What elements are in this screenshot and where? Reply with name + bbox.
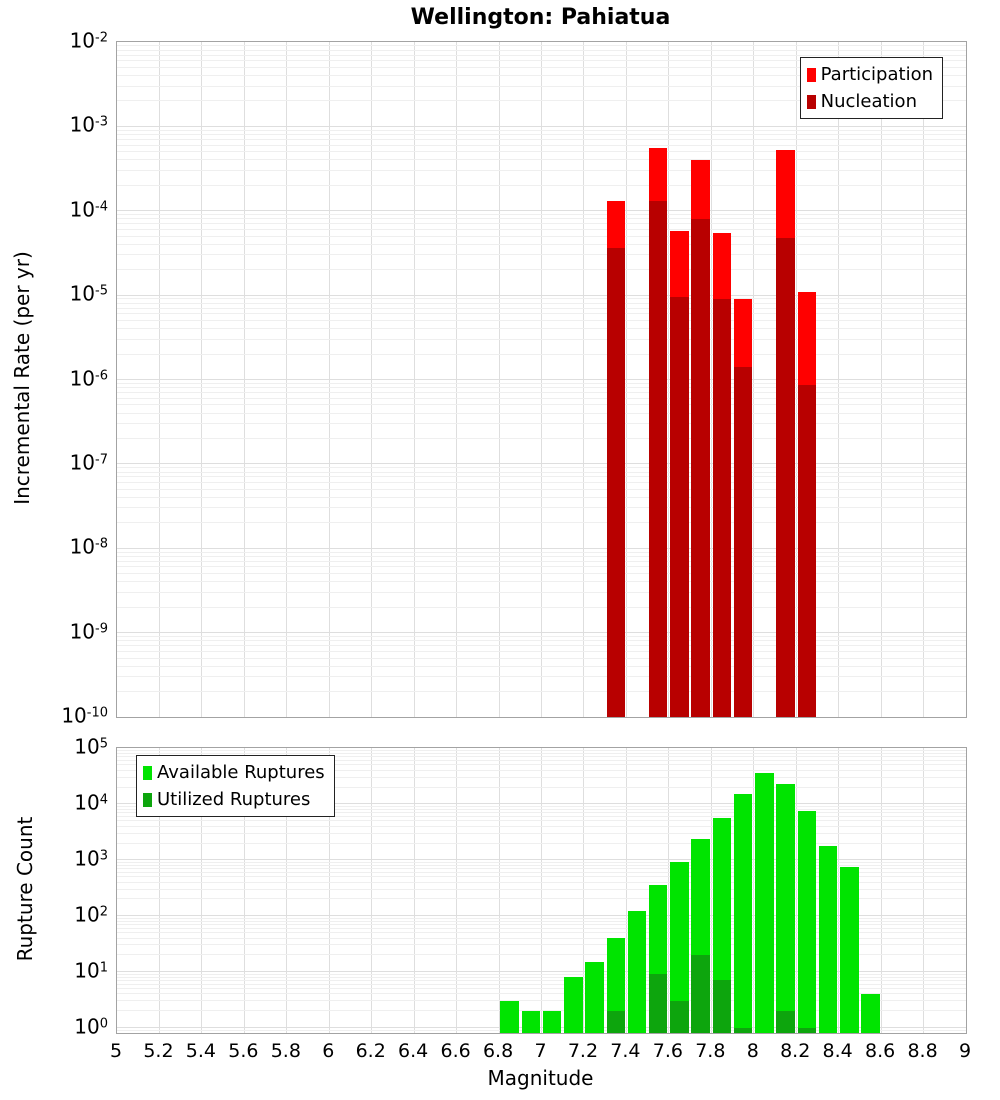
- h-gridline: [117, 303, 966, 304]
- h-gridline: [117, 581, 966, 582]
- bar-available-m8.25: [798, 811, 817, 1033]
- x-tick-label: 6.8: [482, 1040, 514, 1062]
- h-gridline: [117, 876, 966, 877]
- h-gridline: [117, 561, 966, 562]
- bar-utilized-m8.15: [776, 1011, 795, 1033]
- v-gridline: [414, 748, 415, 1033]
- v-gridline: [499, 748, 500, 1033]
- available-swatch-icon: [143, 766, 152, 780]
- y-tick-label: $10^4$: [74, 790, 108, 815]
- h-gridline: [117, 522, 966, 523]
- bar-available-m8.55: [861, 994, 880, 1033]
- h-gridline: [117, 889, 966, 890]
- y-tick-label: $10^{-4}$: [69, 197, 108, 222]
- h-gridline: [117, 298, 966, 299]
- h-gridline: [117, 126, 966, 127]
- h-gridline: [117, 865, 966, 866]
- bar-utilized-m7.85: [713, 980, 732, 1033]
- h-gridline: [117, 130, 966, 131]
- h-gridline: [117, 862, 966, 863]
- x-tick-label: 5.8: [270, 1040, 301, 1062]
- x-tick-label: 7.8: [695, 1040, 726, 1062]
- h-gridline: [117, 1010, 966, 1011]
- legend-rupture-count: [136, 755, 335, 817]
- h-gridline: [117, 236, 966, 237]
- x-tick-label: 8.6: [864, 1040, 896, 1062]
- h-gridline: [117, 645, 966, 646]
- h-gridline: [117, 971, 966, 972]
- h-gridline: [117, 339, 966, 340]
- h-gridline: [117, 507, 966, 508]
- y-tick-label: $10^{-6}$: [69, 366, 108, 391]
- h-gridline: [117, 548, 966, 549]
- legend-incremental-rate: [800, 57, 943, 119]
- v-gridline: [711, 748, 712, 1033]
- h-gridline: [117, 151, 966, 152]
- h-gridline: [117, 159, 966, 160]
- y-tick-label: $10^0$: [74, 1014, 108, 1039]
- h-gridline: [117, 928, 966, 929]
- h-gridline: [117, 944, 966, 945]
- y-tick-label: $10^2$: [74, 902, 108, 927]
- h-gridline: [117, 640, 966, 641]
- h-gridline: [117, 938, 966, 939]
- h-gridline: [117, 977, 966, 978]
- bar-nucleation-m8.15: [776, 238, 795, 717]
- h-gridline: [117, 918, 966, 919]
- bar-available-m7.05: [543, 1011, 562, 1033]
- bar-available-m7.25: [585, 962, 604, 1033]
- h-gridline: [117, 320, 966, 321]
- h-gridline: [117, 413, 966, 414]
- v-gridline: [838, 748, 839, 1033]
- h-gridline: [117, 438, 966, 439]
- h-gridline: [117, 55, 966, 56]
- y-tick-label: $10^{-10}$: [61, 703, 108, 728]
- h-gridline: [117, 566, 966, 567]
- x-tick-label: 6: [322, 1040, 335, 1062]
- h-gridline: [117, 218, 966, 219]
- h-gridline: [117, 1027, 966, 1028]
- x-tick-label: 7: [534, 1040, 547, 1062]
- h-gridline: [117, 50, 966, 51]
- h-gridline: [117, 423, 966, 424]
- legend-label: Nucleation: [820, 91, 917, 112]
- x-tick-label: 8.8: [907, 1040, 938, 1062]
- bar-utilized-m7.35: [607, 1011, 626, 1033]
- x-tick-label: 9: [958, 1040, 972, 1062]
- bar-nucleation-m7.35: [607, 248, 626, 717]
- v-gridline: [583, 748, 584, 1033]
- v-gridline: [923, 748, 924, 1033]
- h-gridline: [117, 898, 966, 899]
- y-tick-label: $10^{-2}$: [69, 28, 108, 53]
- h-gridline: [117, 556, 966, 557]
- h-gridline: [117, 932, 966, 933]
- h-gridline: [117, 269, 966, 270]
- h-gridline: [117, 313, 966, 314]
- h-gridline: [117, 820, 966, 821]
- h-gridline: [117, 924, 966, 925]
- bar-nucleation-m7.65: [670, 297, 689, 717]
- h-gridline: [117, 472, 966, 473]
- incremental-rate-plot: [116, 41, 967, 718]
- x-tick-label: 6.2: [355, 1040, 386, 1062]
- bar-available-m8.05: [755, 773, 774, 1033]
- x-tick-label: 7.2: [567, 1040, 599, 1062]
- v-gridline: [456, 748, 457, 1033]
- h-gridline: [117, 993, 966, 994]
- h-gridline: [117, 915, 966, 916]
- h-gridline: [117, 607, 966, 608]
- h-gridline: [117, 552, 966, 553]
- h-gridline: [117, 592, 966, 593]
- participation-swatch-icon: [807, 68, 816, 82]
- h-gridline: [117, 482, 966, 483]
- legend-item: [143, 759, 325, 786]
- h-gridline: [117, 636, 966, 637]
- h-gridline: [117, 467, 966, 468]
- v-gridline: [753, 748, 754, 1033]
- v-gridline: [881, 748, 882, 1033]
- h-gridline: [117, 139, 966, 140]
- x-tick-label: 5.6: [228, 1040, 259, 1062]
- h-gridline: [117, 1000, 966, 1001]
- bar-nucleation-m7.95: [734, 367, 753, 717]
- h-gridline: [117, 210, 966, 211]
- h-gridline: [117, 974, 966, 975]
- h-gridline: [117, 691, 966, 692]
- v-gridline: [796, 748, 797, 1033]
- h-gridline: [117, 379, 966, 380]
- h-gridline: [117, 463, 966, 464]
- y-tick-label: $10^{-8}$: [69, 534, 108, 559]
- v-gridline: [626, 748, 627, 1033]
- x-tick-label: 6.4: [398, 1040, 429, 1062]
- bar-available-m7.15: [564, 977, 583, 1033]
- h-gridline: [117, 859, 966, 860]
- chart-title: Wellington: Pahiatua: [410, 5, 671, 30]
- x-tick-label: 8.2: [780, 1040, 811, 1062]
- h-gridline: [117, 404, 966, 405]
- h-gridline: [117, 295, 966, 296]
- bar-nucleation-m7.55: [649, 201, 668, 717]
- h-gridline: [117, 145, 966, 146]
- h-gridline: [117, 843, 966, 844]
- bar-utilized-m7.95: [734, 1028, 753, 1033]
- h-gridline: [117, 1030, 966, 1031]
- x-tick-label: 5.4: [185, 1040, 216, 1062]
- h-gridline: [117, 170, 966, 171]
- y-tick-label: $10^{-7}$: [69, 450, 108, 475]
- h-gridline: [117, 988, 966, 989]
- h-gridline: [117, 354, 966, 355]
- h-gridline: [117, 489, 966, 490]
- h-gridline: [117, 214, 966, 215]
- h-gridline: [117, 387, 966, 388]
- legend-label: Participation: [820, 64, 933, 85]
- legend-item: [143, 786, 325, 813]
- bar-available-m6.95: [522, 1011, 541, 1033]
- legend-label: Available Ruptures: [157, 762, 325, 783]
- v-gridline: [371, 748, 372, 1033]
- h-gridline: [117, 185, 966, 186]
- h-gridline: [117, 398, 966, 399]
- x-tick-label: 8.4: [822, 1040, 853, 1062]
- x-tick-label: 6.6: [440, 1040, 471, 1062]
- x-tick-label: 5.2: [143, 1040, 174, 1062]
- bar-utilized-m8.25: [798, 1028, 817, 1033]
- h-gridline: [117, 383, 966, 384]
- x-tick-label: 8: [746, 1040, 759, 1062]
- h-gridline: [117, 308, 966, 309]
- y-tick-label: $10^1$: [74, 958, 108, 983]
- h-gridline: [117, 651, 966, 652]
- utilized-swatch-icon: [143, 793, 152, 807]
- bar-available-m8.45: [840, 867, 859, 1033]
- h-gridline: [117, 954, 966, 955]
- x-tick-label: 7.4: [610, 1040, 641, 1062]
- h-gridline: [117, 223, 966, 224]
- h-gridline: [117, 254, 966, 255]
- h-gridline: [117, 666, 966, 667]
- bar-available-m8.15: [776, 784, 795, 1033]
- legend-item: [807, 88, 933, 115]
- bar-nucleation-m7.85: [713, 299, 732, 717]
- h-gridline: [117, 573, 966, 574]
- nucleation-swatch-icon: [807, 95, 816, 109]
- x-tick-label: 7.6: [652, 1040, 683, 1062]
- h-gridline: [117, 826, 966, 827]
- v-gridline: [668, 748, 669, 1033]
- h-gridline: [117, 984, 966, 985]
- h-gridline: [117, 497, 966, 498]
- bar-available-m7.45: [628, 911, 647, 1033]
- y-tick-label: $10^{-3}$: [69, 112, 108, 137]
- h-gridline: [117, 750, 966, 751]
- y-tick-label: $10^3$: [74, 846, 108, 871]
- h-gridline: [117, 229, 966, 230]
- h-gridline: [117, 921, 966, 922]
- h-gridline: [117, 833, 966, 834]
- h-gridline: [117, 676, 966, 677]
- figure: Wellington: Pahiatua Incremental Rate (per yr) Rupture Count Magnitude $10^{-2}$ $10^{-3}$ $10^{-4}$ $10^{-5}$ $10^{-6}$ $10^{-7}$ $10^{-8}$ $10^{-9}$ $10^{-10}$ Participation Nucleation $10^5$ $10^4$ $10^3$ $10^2$ $10^1$ $10^0$ Available Ruptures Utilized Ruptures 5 5.2 5.4 5.6 5.8 6 6.2 6.4 6.6 6.8 7 7.2 7.4 7.6 7.8 8 8.2 8.4 8.6 8.8 9: [0, 0, 1000, 1100]
- legend-item: [807, 61, 933, 88]
- x-tick-label: 5: [109, 1040, 123, 1062]
- h-gridline: [117, 980, 966, 981]
- bar-available-m7.95: [734, 794, 753, 1033]
- h-gridline: [117, 244, 966, 245]
- bar-available-m6.85: [500, 1001, 519, 1033]
- h-gridline: [117, 45, 966, 46]
- legend-label: Utilized Ruptures: [157, 789, 311, 810]
- bar-nucleation-m8.25: [798, 385, 817, 717]
- h-gridline: [117, 872, 966, 873]
- h-gridline: [117, 632, 966, 633]
- h-gridline: [117, 658, 966, 659]
- y-tick-label: $10^{-5}$: [69, 281, 108, 306]
- y-tick-label: $10^5$: [74, 734, 108, 759]
- h-gridline: [117, 868, 966, 869]
- bar-utilized-m7.65: [670, 1001, 689, 1033]
- bar-utilized-m7.55: [649, 974, 668, 1033]
- h-gridline: [117, 328, 966, 329]
- h-gridline: [117, 134, 966, 135]
- h-gridline: [117, 392, 966, 393]
- h-gridline: [117, 753, 966, 754]
- y-tick-label: $10^{-9}$: [69, 619, 108, 644]
- v-gridline: [541, 748, 542, 1033]
- x-axis-label: Magnitude: [487, 1066, 594, 1090]
- h-gridline: [117, 476, 966, 477]
- bar-available-m8.35: [819, 846, 838, 1033]
- h-gridline: [117, 882, 966, 883]
- bar-utilized-m7.75: [691, 955, 710, 1033]
- bar-nucleation-m7.75: [691, 219, 710, 717]
